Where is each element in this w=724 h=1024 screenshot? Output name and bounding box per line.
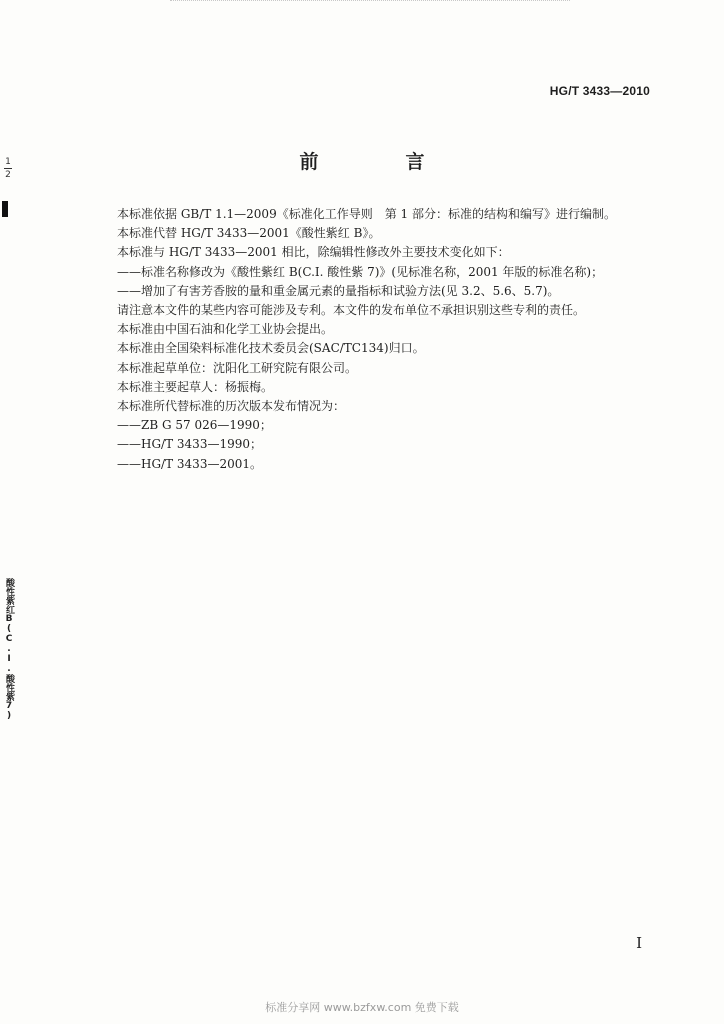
paragraph-drafters: 本标准主要起草人：杨振梅。: [117, 379, 274, 394]
standard-code: HG/T 3433—2010: [549, 84, 650, 98]
paragraph-basis: 本标准依据 GB/T 1.1—2009《标准化工作导则 第 1 部分：标准的结构和编写》进行编制。: [117, 207, 616, 221]
change-item-added: ——增加了有害芳香胺的量和重金属元素的量指标和试验方法(见 3.2、5.6、5.7)。: [117, 283, 560, 298]
paragraph-patent-notice: 请注意本文件的某些内容可能涉及专利。本文件的发布单位不承担识别这些专利的责任。: [117, 303, 586, 318]
footer-watermark: 标准分享网 www.bzfxw.com 免费下载: [265, 1001, 459, 1014]
paragraph-responsible: 本标准由全国染料标准化技术委员会(SAC/TC134)归口。: [117, 341, 425, 356]
scan-artifact-line: [170, 0, 570, 3]
paragraph-history-intro: 本标准所代替标准的历次版本发布情况为：: [117, 399, 346, 414]
history-item: ——ZB G 57 026—1990；: [117, 418, 272, 433]
foreword-body: [117, 205, 642, 474]
fraction-numerator: 1: [5, 157, 11, 167]
paragraph-changes-intro: 本标准与 HG/T 3433—2001 相比，除编辑性修改外主要技术变化如下：: [117, 245, 510, 260]
paragraph-replaces: 本标准代替 HG/T 3433—2001《酸性紫红 B》。: [117, 226, 381, 241]
page-number: I: [636, 934, 642, 952]
history-item: ——HG/T 3433—2001。: [117, 456, 262, 471]
margin-vertical-title: 酸性紫红B(C.I.酸性紫7): [4, 578, 14, 721]
paragraph-drafting-unit: 本标准起草单位：沈阳化工研究院有限公司。: [117, 360, 358, 375]
margin-marker: [2, 201, 8, 217]
fraction-bar: [4, 168, 12, 169]
page-title: 前 言: [299, 151, 459, 173]
change-item-name: ——标准名称修改为《酸性紫红 B(C.I. 酸性紫 7)》(见标准名称，2001 年版的标准名称)；: [117, 264, 604, 279]
margin-page-fraction: [4, 157, 12, 180]
fraction-denominator: 2: [5, 170, 11, 180]
paragraph-proposed-by: 本标准由中国石油和化学工业协会提出。: [117, 322, 334, 337]
history-item: ——HG/T 3433—1990；: [117, 437, 262, 452]
